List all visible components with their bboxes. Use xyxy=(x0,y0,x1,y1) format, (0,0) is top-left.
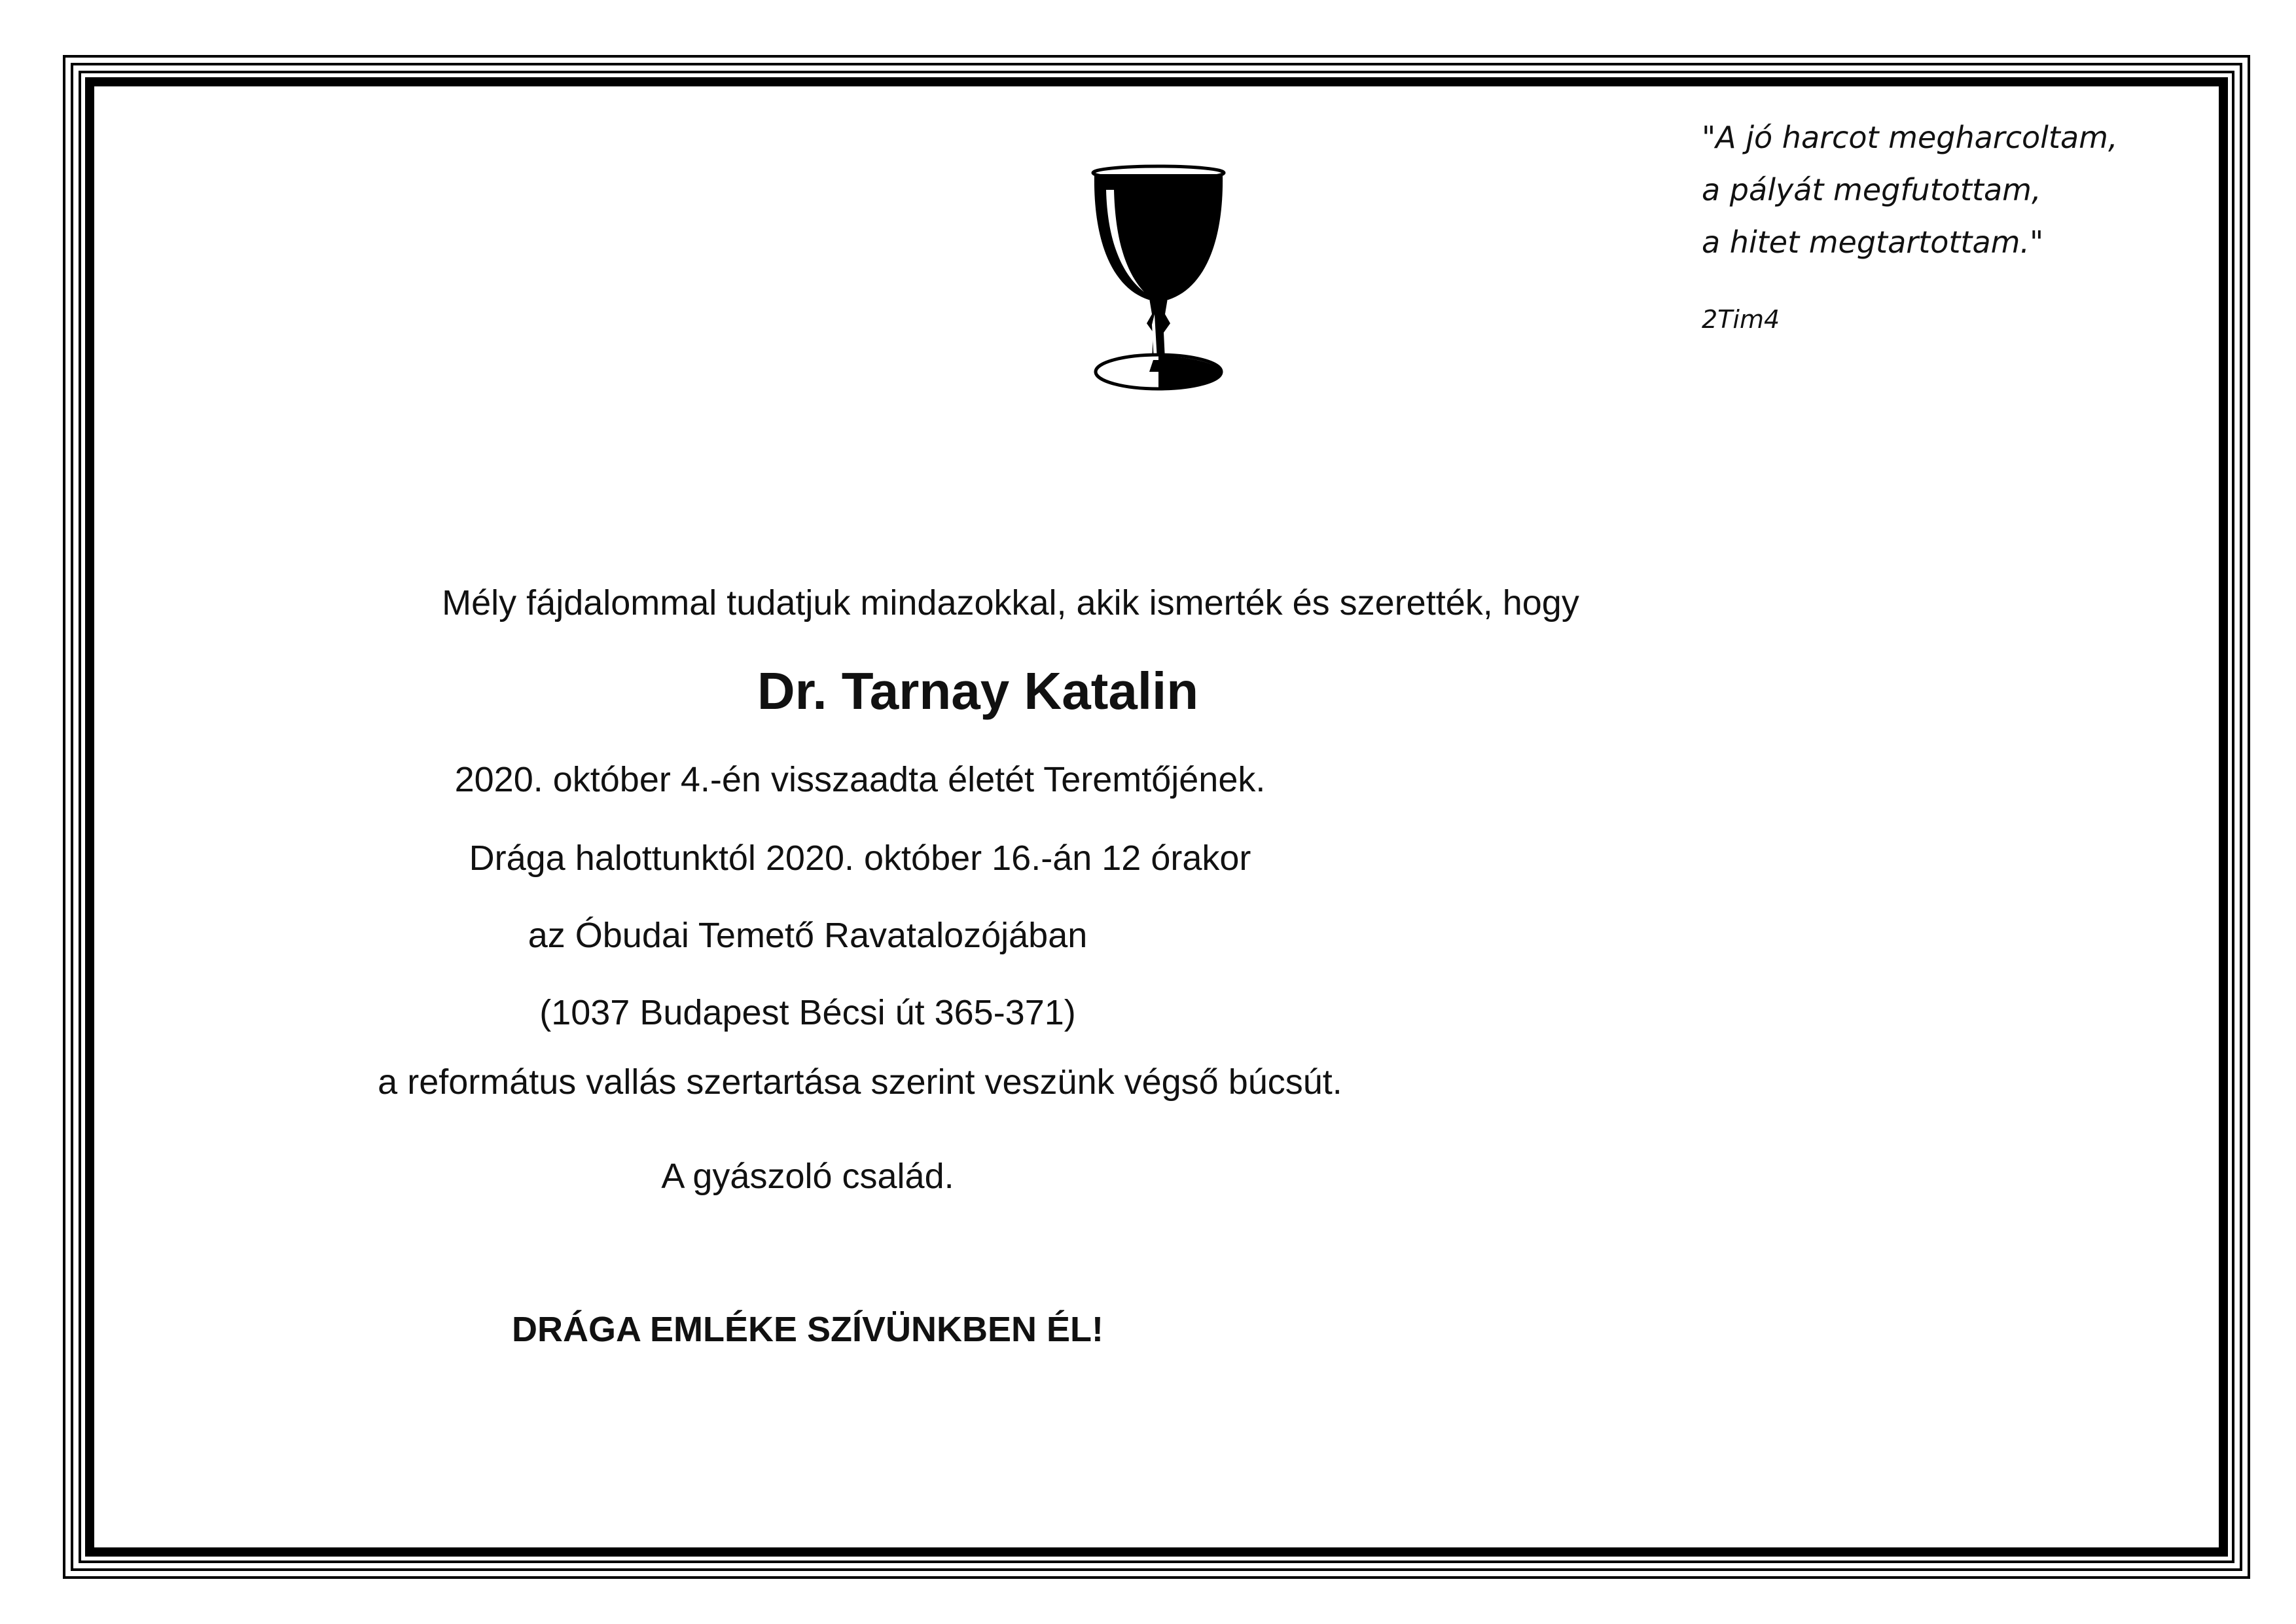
chalice-icon xyxy=(1086,164,1230,393)
address-line: (1037 Budapest Bécsi út 365-371) xyxy=(539,993,1076,1032)
ceremony-line: a református vallás szertartása szerint veszünk végső búcsút. xyxy=(378,1062,1342,1102)
intro-text: Mély fájdalommal tudatjuk mindazokkal, akik ismerték és szerették, hogy xyxy=(442,583,1579,623)
closing-line: DRÁGA EMLÉKE SZÍVÜNKBEN ÉL! xyxy=(511,1310,1104,1349)
quote-line: "A jó harcot megharcoltam, xyxy=(1702,120,2118,155)
quote-reference: 2Tim4 xyxy=(1702,305,1780,334)
death-date-line: 2020. október 4.-én visszaadta életét Teremtőjének. xyxy=(454,760,1266,799)
signature-line: A gyászoló család. xyxy=(661,1157,954,1196)
venue-line: az Óbudai Temető Ravatalozójában xyxy=(528,916,1088,955)
deceased-name: Dr. Tarnay Katalin xyxy=(757,662,1199,720)
quote-line: a hitet megtartottam." xyxy=(1702,225,2044,260)
funeral-time-line: Drága halottunktól 2020. október 16.-án 12 órakor xyxy=(469,839,1251,878)
quote-line: a pályát megfutottam, xyxy=(1702,172,2041,208)
bible-quote xyxy=(1702,111,2118,268)
